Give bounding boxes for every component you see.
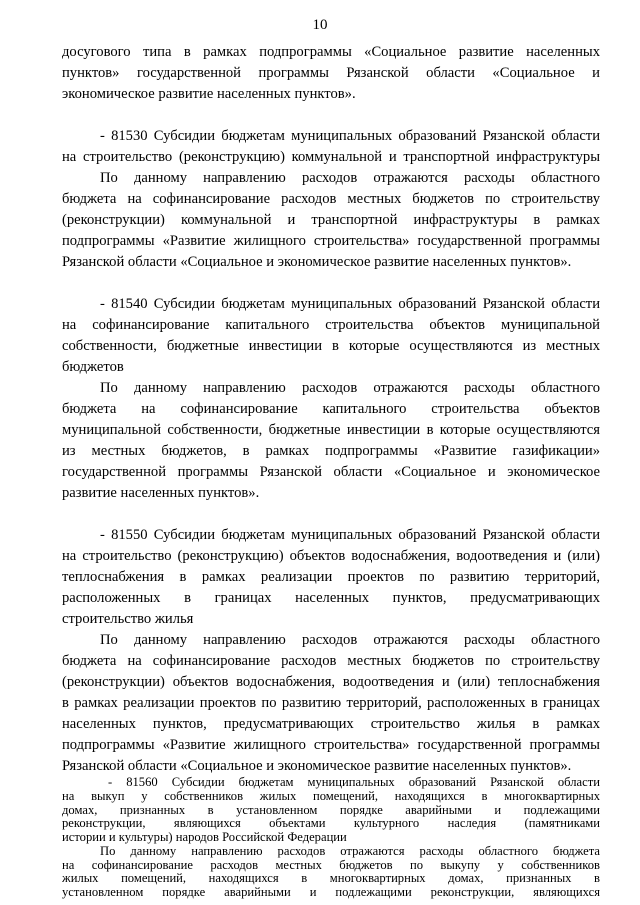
text-line: подпрограммы «Развитие жилищного строительства» государственной программы <box>62 233 600 249</box>
page-number: 10 <box>312 17 328 33</box>
text-line: бюджета на софинансирование расходов местных бюджетов по строительству <box>62 191 600 207</box>
text-line: бюджетов <box>62 359 124 375</box>
text-line: пунктов» государственной программы Рязанской области «Социальное и <box>62 65 600 81</box>
text-line: бюджета на софинансирование капитального строительства объектов <box>62 401 600 417</box>
text-line: собственности, бюджетные инвестиции в которые осуществляются из местных <box>62 338 600 354</box>
text-line: на софинансирование капитального строительства объектов муниципальной <box>62 317 600 333</box>
text-line: на софинансирование расходов местных бюджетов по выкупу у собственников <box>62 858 600 872</box>
text-line: расположенных в границах населенных пунктов, предусматривающих <box>62 590 600 606</box>
text-line: теплоснабжения в рамках реализации проектов по развитию территорий, <box>62 569 600 585</box>
text-line: (реконструкции) коммунальной и транспортной инфраструктуры в рамках <box>62 212 600 228</box>
text-line: По данному направлению расходов отражаются расходы областного <box>100 380 600 396</box>
text-line: Рязанской области «Социальное и экономическое развитие населенных пунктов». <box>62 758 572 774</box>
text-line: на строительство (реконструкцию) объектов водоснабжения, водоотведения и (или) <box>62 548 600 564</box>
text-line: подпрограммы «Развитие жилищного строительства» государственной программы <box>62 737 600 753</box>
text-line: По данному направлению расходов отражаются расходы областного бюджета <box>100 844 600 858</box>
text-line: муниципальной собственности, бюджетные инвестиции в которые осуществляются <box>62 422 600 438</box>
text-line: на выкуп у собственников жилых помещений, находящихся в многоквартирных <box>62 789 600 803</box>
text-line: - 81550 Субсидии бюджетам муниципальных образований Рязанской области <box>100 527 600 543</box>
text-line: развитие населенных пунктов». <box>62 485 260 501</box>
text-line: экономическое развитие населенных пунктов». <box>62 86 356 102</box>
text-line: бюджета на софинансирование расходов местных бюджетов по строительству <box>62 653 600 669</box>
text-line: домах, признанных в установленном порядке аварийными и подлежащими <box>62 803 600 817</box>
text-line: - 81530 Субсидии бюджетам муниципальных образований Рязанской области <box>100 128 600 144</box>
text-line: истории и культуры) народов Российской Федерации <box>62 831 347 845</box>
text-line: строительство жилья <box>62 611 194 627</box>
text-line: на строительство (реконструкцию) коммунальной и транспортной инфраструктуры <box>62 149 600 165</box>
text-line: населенных пунктов, предусматривающих строительство жилья в рамках <box>62 716 600 732</box>
text-line: (реконструкции) объектов водоснабжения, водоотведения и (или) теплоснабжения <box>62 674 600 690</box>
text-line: По данному направлению расходов отражаются расходы областного <box>100 632 600 648</box>
text-line: установленном порядке аварийными и подлежащими реконструкции, являющихся <box>62 886 600 900</box>
text-line: - 81560 Субсидии бюджетам муниципальных образований Рязанской области <box>108 776 600 789</box>
text-line: Рязанской области «Социальное и экономическое развитие населенных пунктов». <box>62 254 572 270</box>
text-line: - 81540 Субсидии бюджетам муниципальных образований Рязанской области <box>100 296 600 312</box>
text-line: По данному направлению расходов отражаются расходы областного <box>100 170 600 186</box>
text-line: из местных бюджетов, в рамках подпрограммы «Развитие газификации» <box>62 443 600 459</box>
text-line: в рамках реализации проектов по развитию территорий, расположенных в границах <box>62 695 600 711</box>
text-line: реконструкции, являющихся объектами культурного наследия (памятниками <box>62 817 600 831</box>
text-line: досугового типа в рамках подпрограммы «Социальное развитие населенных <box>62 44 600 60</box>
text-line: государственной программы Рязанской области «Социальное и экономическое <box>62 464 600 480</box>
text-line: жилых помещений, находящихся в многоквартирных домах, признанных в <box>62 872 600 886</box>
